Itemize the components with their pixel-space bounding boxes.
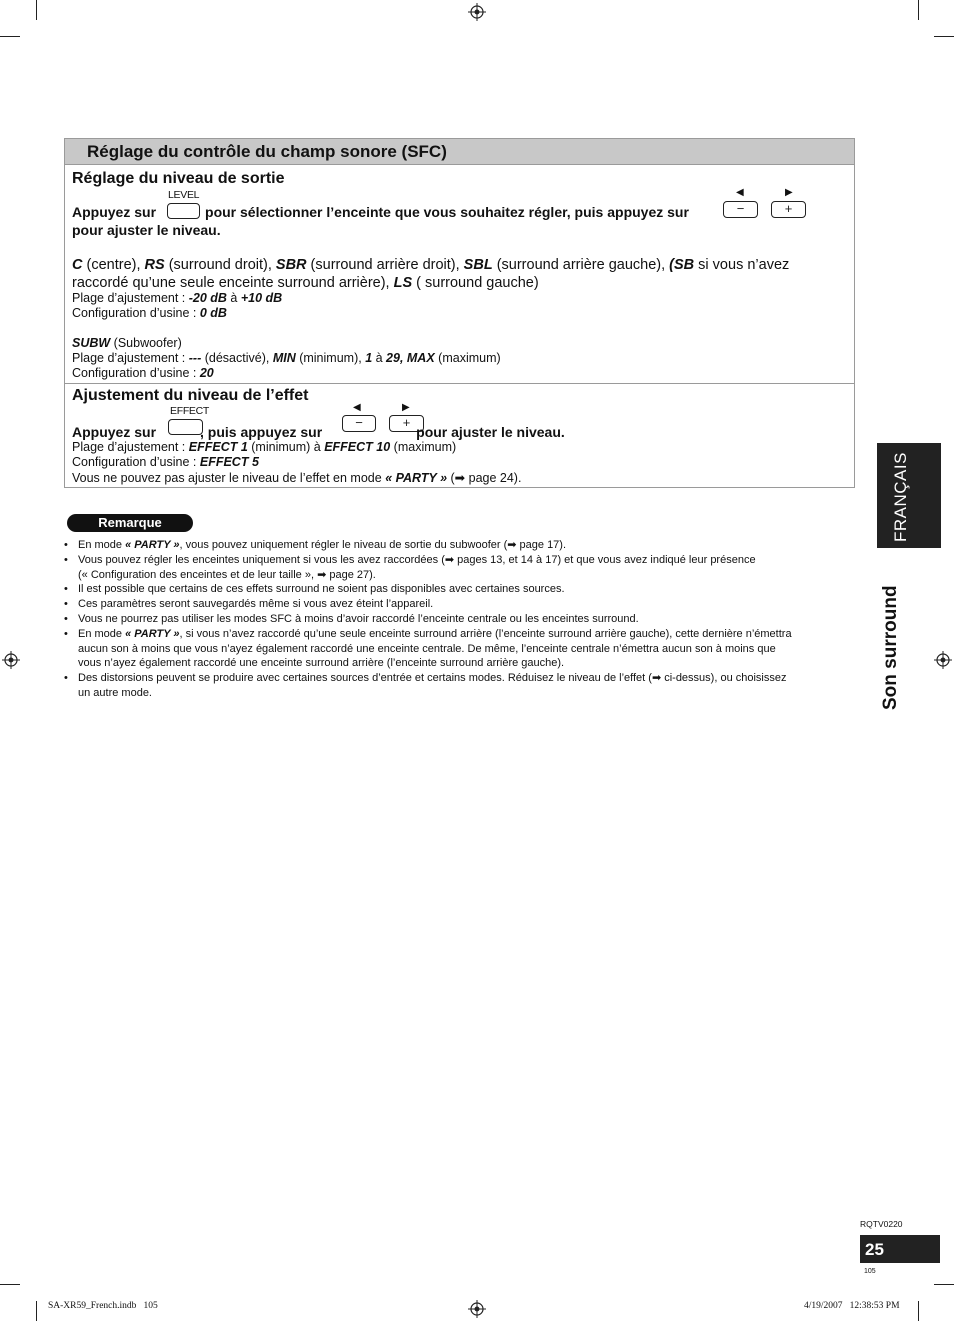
range-desc: (maximum) [390,440,457,454]
crop-mark [0,1284,20,1285]
range-value: 1 [365,351,373,365]
arrow-right-icon: ▶ [785,187,793,198]
party-text: (➡ page 24). [447,471,522,485]
instr-part: Appuyez sur [72,204,157,220]
speaker-code: SBR [275,257,307,273]
remarks-list [78,538,854,701]
subw-range-line [72,351,501,365]
range-desc: (minimum) à [247,440,325,454]
range-value: 29, MAX [386,351,435,365]
crop-mark [918,1301,919,1321]
effect-level-section [65,384,854,488]
page-number: 25 [860,1235,940,1263]
range-label: Plage d’ajustement : [72,440,189,454]
speaker-list [72,275,539,291]
party-mode: « PARTY » [385,471,448,485]
range-desc: (désactivé), [201,351,273,365]
party-text: Vous ne pouvez pas ajuster le niveau de l’effet en mode [72,471,386,485]
factory-label: Configuration d’usine : [72,306,200,320]
note-text: Il est possible que certains de ces effets surround ne soient pas disponibles avec certaines sources. [78,583,565,596]
effect-button-label: EFFECT [170,405,210,417]
minus-button: − [723,201,758,218]
note-text: Des distorsions peuvent se produire avec certaines sources d’entrée et certains modes. Réduisez le niveau de l’effet (➡ ci-dessus), ou choisissez [78,672,787,685]
range-sep: à [372,351,387,365]
crop-mark [36,0,37,20]
range-desc: (minimum), [295,351,366,365]
factory-value: 20 [199,366,214,380]
range-value: --- [188,351,202,365]
list-item [78,597,854,612]
crop-mark [918,0,919,20]
note-text: vous n’ayez également raccordé une enceinte surround arrière (l’enceinte surround arrière gauche). [78,657,565,670]
plus-button: + [771,201,806,218]
arrow-right-icon: ▶ [402,402,410,413]
section-title: Son surround [880,585,901,710]
subw-code: SUBW [72,336,111,350]
model-code: RQTV0220 [860,1219,903,1229]
range-value: EFFECT 10 [324,440,391,454]
crop-mark [934,36,954,37]
panel-title: Réglage du contrôle du champ sonore (SFC) [65,139,854,165]
factory-value: 0 dB [199,306,227,320]
crop-mark [934,1284,954,1285]
range-sep: à [226,291,241,305]
language-tab [877,443,941,548]
speaker-desc: raccordé qu’une seule enceinte surround arrière), [72,275,394,291]
note-text: En mode [78,627,126,640]
effect-level-heading: Ajustement du niveau de l’effet [72,387,309,404]
level-button-label: LEVEL [168,189,200,201]
range-label: Plage d’ajustement : [72,351,189,365]
crop-mark [36,1301,37,1321]
range-line [72,440,456,454]
note-text: (« Configuration des enceintes et de leur taille », ➡ page 27). [78,568,376,581]
registration-mark-icon [468,3,486,21]
instruction-text: pour ajuster le niveau. [72,222,221,238]
speaker-code: (SB [669,257,695,273]
speaker-code: SBL [463,257,493,273]
subw-factory-line [72,366,214,380]
note-text: , si vous n’avez raccordé qu’une seule enceinte surround arrière (l’enceinte surround arrière gauche), cette dernière n’émettra [179,627,792,640]
range-value: MIN [272,351,296,365]
remark-label: Remarque [67,514,193,532]
party-note [72,470,521,485]
instr-part: , puis appuyez sur [200,424,323,440]
range-value: -20 dB [188,291,227,305]
factory-label: Configuration d’usine : [72,366,200,380]
output-level-section [65,165,854,384]
speaker-code: C [72,257,83,273]
factory-line [72,306,227,320]
instr-part: pour sélectionner l’enceinte que vous souhaitez régler, puis appuyez sur [205,204,689,220]
factory-value: EFFECT 5 [199,455,259,469]
speaker-desc: (surround droit), [164,257,276,273]
list-item [78,612,854,627]
speaker-list [72,257,789,273]
factory-line [72,455,259,469]
factory-label: Configuration d’usine : [72,455,200,469]
note-text: aucun son à moins que vous n’ayez également raccordé une enceinte centrale. De même, l’enceinte centrale n’émettra aucun son à moins que [78,642,776,655]
list-item [78,627,854,671]
subw-desc: (Subwoofer) [110,336,182,350]
subw-line [72,336,182,350]
range-line [72,291,282,305]
speaker-desc: si vous n’avez [694,257,790,273]
speaker-desc: ( surround gauche) [412,275,539,291]
note-text: Vous pouvez régler les enceintes uniquement si vous les avez raccordées (➡ pages 13, et 14 à 17) et que vous avez indiqué leur présence [78,553,756,566]
range-desc: (maximum) [434,351,501,365]
instruction-text [72,424,565,440]
arrow-left-icon: ◀ [736,187,744,198]
speaker-desc: (surround arrière droit), [306,257,464,273]
minus-button: − [342,415,376,432]
speaker-code: RS [144,257,165,273]
registration-mark-icon [468,1300,486,1318]
note-text: En mode [78,539,126,551]
party-mode: « PARTY » [125,627,180,640]
range-value: EFFECT 1 [188,440,248,454]
note-text: Ces paramètres seront sauvegardés même si vous avez éteint l’appareil. [78,598,434,611]
list-item [78,553,854,583]
note-text: , vous pouvez uniquement régler le niveau de sortie du subwoofer (➡ page 17). [179,539,567,551]
crop-mark [0,36,20,37]
registration-mark-icon [2,651,20,669]
output-level-heading: Réglage du niveau de sortie [72,170,285,187]
small-page-index: 105 [864,1268,876,1275]
instr-part: Appuyez sur [72,424,157,440]
registration-mark-icon [934,651,952,669]
file-name: SA-XR59_French.indb 105 [48,1301,158,1311]
range-label: Plage d’ajustement : [72,291,189,305]
range-value: +10 dB [240,291,283,305]
list-item [78,582,854,597]
note-text: Vous ne pourrez pas utiliser les modes SFC à moins d’avoir raccordé l’enceinte centrale ou les enceintes surround. [78,612,639,625]
plus-button: + [389,415,424,432]
speaker-code: LS [393,275,413,291]
party-mode: « PARTY » [125,539,180,551]
note-text: un autre mode. [78,686,152,699]
speaker-desc: (centre), [82,257,145,273]
print-date: 4/19/2007 12:38:53 PM [804,1301,900,1311]
sfc-panel [64,138,855,488]
list-item [78,538,854,553]
speaker-desc: (surround arrière gauche), [492,257,670,273]
instruction-text [72,204,689,220]
instr-part: pour ajuster le niveau. [416,424,565,440]
arrow-left-icon: ◀ [353,402,361,413]
list-item [78,671,854,701]
language-label: FRANÇAIS [891,452,910,542]
